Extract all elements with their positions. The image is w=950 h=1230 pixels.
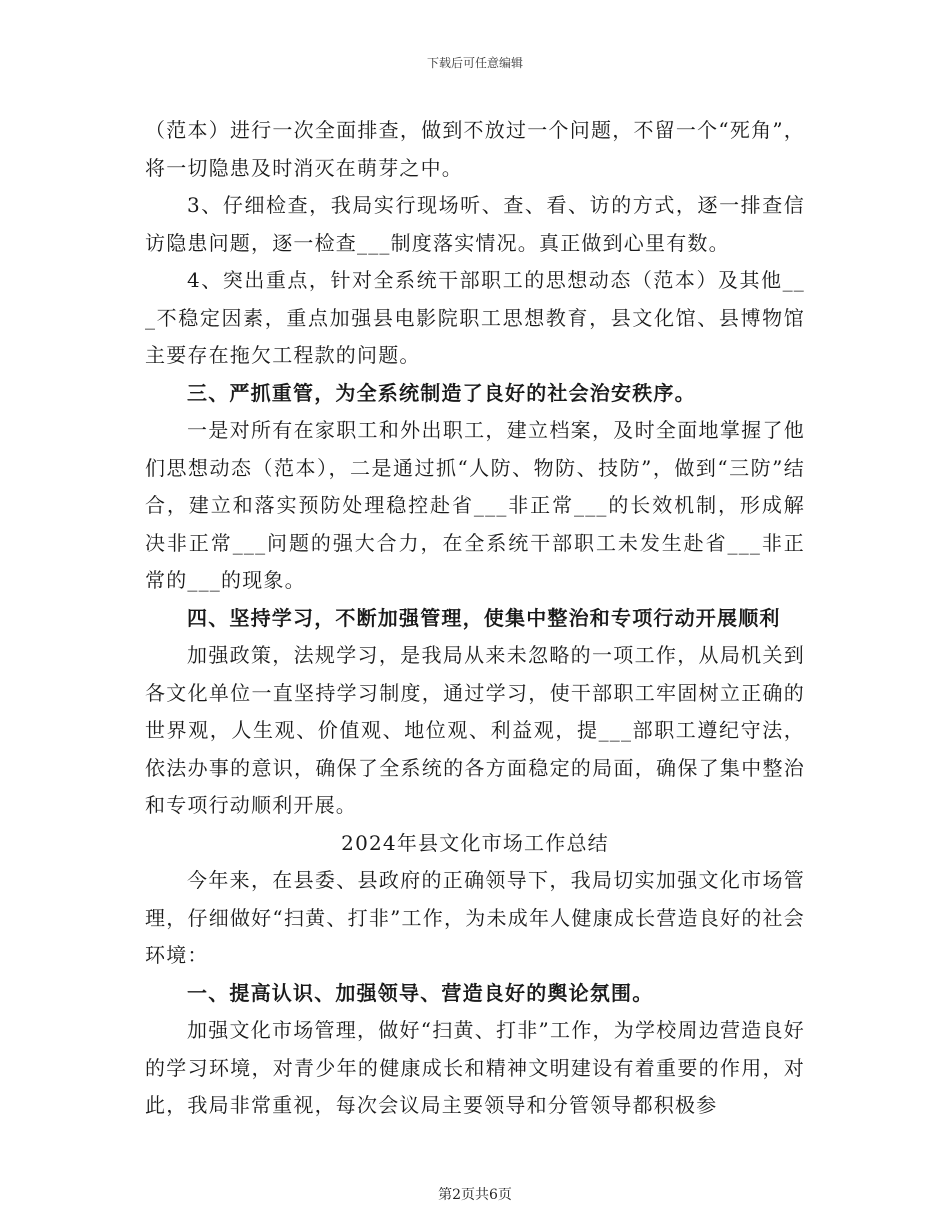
- body-paragraph: 今年来，在县委、县政府的正确领导下，我局切实加强文化市场管理，仔细做好“扫黄、打非”工作，为未成年人健康成长营造良好的社会环境：: [145, 868, 805, 967]
- section-heading: 四、坚持学习，不断加强管理，使集中整治和专项行动开展顺利: [187, 605, 781, 630]
- section-heading: 一、提高认识、加强领导、营造良好的舆论氛围。: [187, 980, 654, 1005]
- document-body: [145, 112, 805, 1125]
- body-paragraph: （范本）进行一次全面排查，做到不放过一个问题，不留一个“死角”，将一切隐患及时消灭在萌芽之中。: [145, 118, 805, 180]
- body-paragraph: 加强文化市场管理，做好“扫黄、打非”工作，为学校周边营造良好的学习环境，对青少年的健康成长和精神文明建设有着重要的作用，对此，我局非常重视，每次会议局主要领导和分管领导都积极参: [145, 1018, 805, 1117]
- body-paragraph: 加强政策，法规学习，是我局从来未忽略的一项工作，从局机关到各文化单位一直坚持学习制度，通过学习，使干部职工牢固树立正确的世界观，人生观、价值观、地位观、利益观，提___部职工遵纪守法，依法办事的意识，确保了全系统的各方面稳定的局面，确保了集中整治和专项行动顺利开展。: [145, 643, 805, 817]
- body-paragraph: 一是对所有在家职工和外出职工，建立档案，及时全面地掌握了他们思想动态（范本），二是通过抓“人防、物防、技防”，做到“三防”结合，建立和落实预防处理稳控赴省___非正常___的长效机制，形成解决非正常___问题的强大合力，在全系统干部职工未发生赴省___非正常的___的现象。: [145, 418, 805, 592]
- section-heading: 三、严抓重管，为全系统制造了良好的社会治安秩序。: [187, 380, 696, 405]
- page-footer: 第2页共6页: [438, 1187, 512, 1203]
- document-title: 2024年县文化市场工作总结: [341, 830, 609, 855]
- page-header: 下载后可任意编辑: [426, 56, 523, 70]
- body-paragraph: 4、突出重点，针对全系统干部职工的思想动态（范本）及其他___不稳定因素，重点加强县电影院职工思想教育，县文化馆、县博物馆主要存在拖欠工程款的问题。: [145, 268, 805, 367]
- body-paragraph: 3、仔细检查，我局实行现场听、查、看、访的方式，逐一排查信访隐患问题，逐一检查___制度落实情况。真正做到心里有数。: [145, 193, 805, 255]
